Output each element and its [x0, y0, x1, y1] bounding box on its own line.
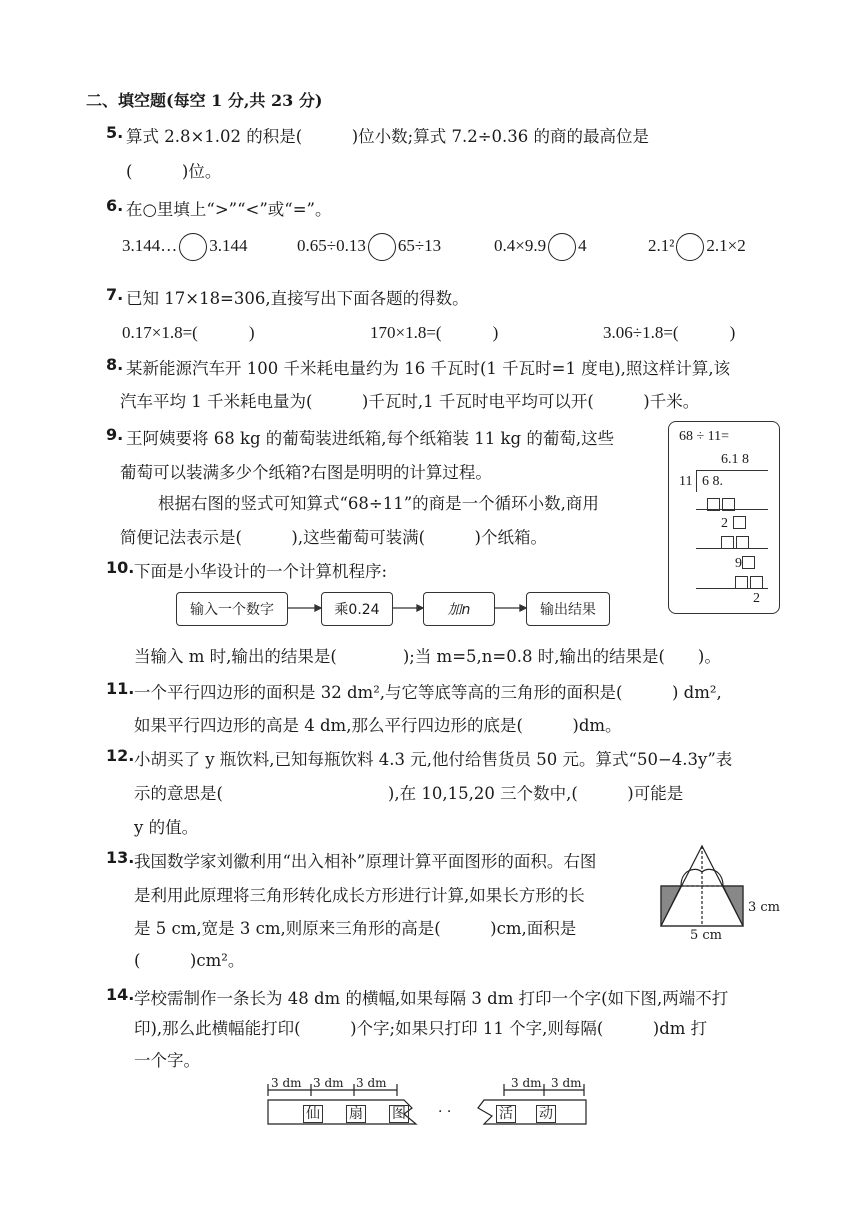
calc-blank-row1: [707, 494, 737, 513]
gap-label: 3 dm: [511, 1076, 542, 1090]
q9-line4: 简便记法表示是( ),这些葡萄可装满( )个纸箱。: [120, 528, 547, 547]
banner-char: 扇: [346, 1103, 366, 1123]
long-division-card: [668, 421, 780, 614]
q7-number: 7.: [106, 285, 124, 304]
q9-number: 9.: [106, 425, 124, 444]
section-title: 二、填空题(每空 1 分,共 23 分): [86, 91, 323, 110]
calc-row4: 9: [735, 552, 757, 572]
q13-line2: 是利用此原理将三角形转化成长方形进行计算,如果长方形的长: [134, 886, 585, 905]
q12-line2: 示的意思是( ),在 10,15,20 三个数中,( )可能是: [134, 784, 684, 803]
flow-output-box: 输出结果: [526, 592, 610, 626]
q9-line2: 葡萄可以装满多少个纸箱?右图是明明的计算过程。: [120, 463, 492, 482]
banner-ellipsis: · ·: [438, 1104, 452, 1120]
q10-number: 10.: [106, 558, 135, 577]
q11-line1: 一个平行四边形的面积是 32 dm²,与它等底等高的三角形的面积是( ) dm²,: [134, 683, 722, 702]
q14-number: 14.: [106, 985, 135, 1004]
flow-multiply-box: 乘0.24: [321, 592, 393, 626]
q6-line1: 在○里填上“>”“<”或“=”。: [126, 200, 332, 219]
q13-line3: 是 5 cm,宽是 3 cm,则原来三角形的高是( )cm,面积是: [134, 919, 577, 938]
q6-item-4: 2.1² 2.1×2: [648, 233, 746, 261]
q13-number: 13.: [106, 848, 135, 867]
q9-line3: 根据右图的竖式可知算式“68÷11”的商是一个循环小数,商用: [158, 494, 599, 513]
q8-line1: 某新能源汽车开 100 千米耗电量约为 16 千瓦时(1 千瓦时=1 度电),照这样计算,该: [126, 359, 731, 378]
flow-input-box: 输入一个数字: [176, 592, 288, 626]
q8-number: 8.: [106, 355, 124, 374]
q5-number: 5.: [106, 123, 124, 142]
q11-line2: 如果平行四边形的高是 4 dm,那么平行四边形的底是( )dm。: [134, 716, 622, 735]
division-bracket: [696, 470, 697, 492]
fig-width-label: 3 cm: [748, 900, 781, 915]
q10-line1: 下面是小华设计的一个计算机程序:: [134, 562, 388, 581]
q6-item-1: 3.144… 3.144: [122, 233, 248, 261]
fig-length-label: 5 cm: [690, 928, 723, 943]
q5-line1: 算式 2.8×1.02 的积是( )位小数;算式 7.2÷0.36 的商的最高位是: [126, 127, 650, 146]
gap-label: 3 dm: [551, 1076, 582, 1090]
flow-add-box: 加n: [423, 592, 495, 626]
gap-label: 3 dm: [271, 1076, 302, 1090]
compare-circle[interactable]: [368, 233, 396, 261]
q6-item-3: 0.4×9.9 4: [494, 233, 587, 261]
q7-item-2: 170×1.8=( ): [370, 323, 499, 342]
division-bar: [696, 470, 768, 471]
flow-arrows: [286, 600, 609, 616]
gap-label: 3 dm: [356, 1076, 387, 1090]
banner-char: 活: [496, 1103, 516, 1123]
q13-line4: ( )cm²。: [134, 951, 245, 970]
q11-number: 11.: [106, 679, 135, 698]
q13-line1: 我国数学家刘徽利用“出入相补”原理计算平面图形的面积。右图: [134, 852, 597, 871]
calc-header: 68 ÷ 11=: [679, 429, 730, 444]
q9-line1: 王阿姨要将 68 kg 的葡萄装进纸箱,每个纸箱装 11 kg 的葡萄,这些: [126, 429, 615, 448]
q7-item-3: 3.06÷1.8=( ): [603, 323, 736, 342]
q14-line2: 印),那么此横幅能打印( )个字;如果只打印 11 个字,则每隔( )dm 打: [134, 1019, 708, 1038]
q5-line2: ( )位。: [126, 162, 222, 181]
q6-item-2: 0.65÷0.13 65÷13: [297, 233, 441, 261]
compare-circle[interactable]: [179, 233, 207, 261]
banner-char: 仙: [303, 1103, 323, 1123]
banner-char: 图: [389, 1103, 409, 1123]
q7-item-1: 0.17×1.8=( ): [122, 323, 255, 342]
calc-row2: 2: [721, 512, 748, 532]
banner-char: 动: [536, 1103, 556, 1123]
calc-divisor: 11: [679, 474, 693, 489]
q10-line2: 当输入 m 时,输出的结果是( );当 m=5,n=0.8 时,输出的结果是( )。: [134, 647, 721, 666]
compare-circle[interactable]: [676, 233, 704, 261]
compare-circle[interactable]: [548, 233, 576, 261]
q14-line1: 学校需制作一条长为 48 dm 的横幅,如果每隔 3 dm 打印一个字(如下图,两端不打: [134, 989, 729, 1008]
gap-label: 3 dm: [313, 1076, 344, 1090]
triangle-rectangle-figure: [655, 842, 785, 942]
q8-line2: 汽车平均 1 千米耗电量为( )千瓦时,1 千瓦时电平均可以开( )千米。: [120, 392, 700, 411]
calc-remainder: 2: [753, 591, 760, 606]
q12-number: 12.: [106, 746, 135, 765]
q7-line1: 已知 17×18=306,直接写出下面各题的得数。: [126, 289, 469, 308]
calc-dividend: 6 8.: [702, 474, 723, 489]
q12-line1: 小胡买了 y 瓶饮料,已知每瓶饮料 4.3 元,他付给售货员 50 元。算式“50−4.3y”表: [134, 750, 733, 769]
q14-line3: 一个字。: [134, 1051, 200, 1070]
calc-quotient: 6.1 8: [721, 452, 749, 467]
q6-number: 6.: [106, 196, 124, 215]
q12-line3: y 的值。: [134, 818, 199, 837]
